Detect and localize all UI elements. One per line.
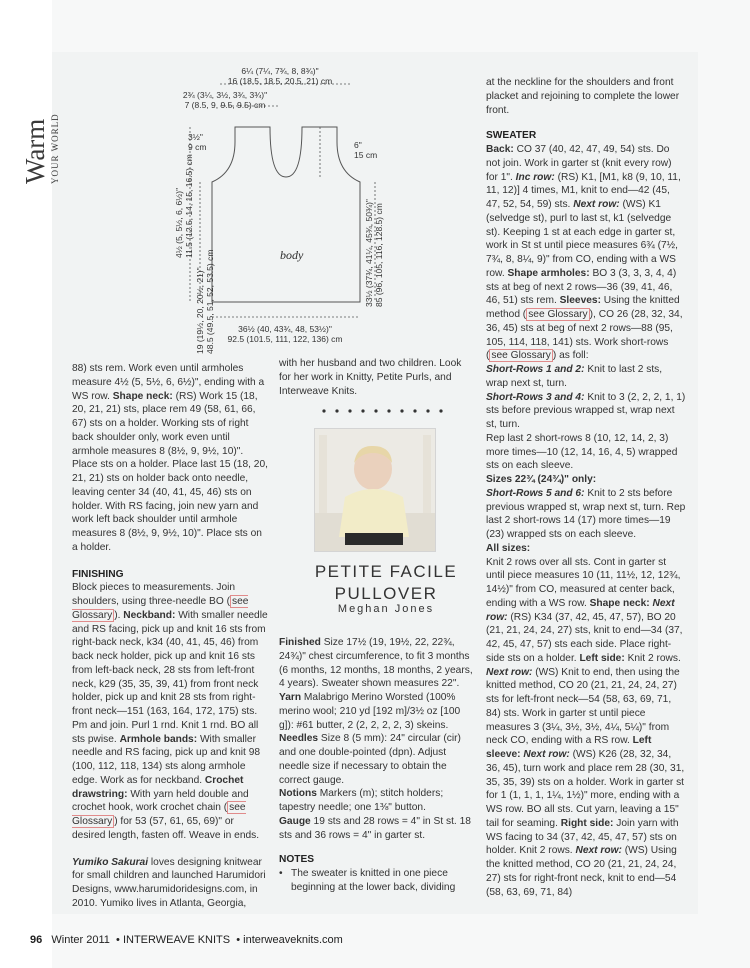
neck-depth-dimension: 6" 15 cm: [354, 140, 378, 160]
all-sizes-instructions: Knit 2 rows over all sts. Cont in garter st until piece measures 10 (11, 11½, 12, 12¾, 14½)" from CO, measured at center back, ending with a WS row. Shape neck: Next row: (RS) K34 (37, 42, 45, 47, 57), BO 20 (21, 21, 24, 24, 27) sts, knit to end—34 (37, 42, 45, 47, 57) sts each side. Place right-side sts on a holder. Left side: Knit 2 rows. Next row: (WS) Knit to end, then using the knitted method, CO 20 (21, 21, 24, 24, 27) sts for left-front neck—54 (58, 63, 69, 71, 84) sts. Work in garter st until piece measures 3 (3¼, 3½, 3½, 4¼, 5¼)" from neck CO, ending with a RS row. Left sleeve: Next row: (WS) K26 (28, 32, 34, 36, 45), turn work and place rem 28 (30, 31, 35, 35, 39) sts on a holder. Work in garter st for 1 (1, 1, 1, 1¼, 1½)" more, ending with a WS row. BO all sts. Cut yarn, leaving a 15" tail for seaming. Right side: Join yarn with WS facing to 34 (37, 42, 45, 47, 57) sts on holder. Knit 2 rows. Next row: (WS) Using the knitted method, CO 20 (21, 21, 24, 24, 27) sts for right-front neck, knit to end—54 (58, 63, 69, 71, 84): [486, 556, 685, 898]
website-link[interactable]: interweaveknits.com: [243, 934, 343, 946]
page-number: 96: [30, 934, 43, 946]
bio-continued: with her husband and two children. Look for her work in Knitty, Petite Purls, and Interweave Knits.: [279, 358, 462, 397]
pattern-photo: [314, 428, 436, 552]
armhole-dimension-cm: 11.5 (12.5, 14, 15, 16.5) cm: [184, 154, 194, 258]
magazine-name: INTERWEAVE KNITS: [122, 934, 231, 946]
back-instructions: Back: CO 37 (40, 42, 47, 49, 54) sts. Do not join. Work in garter st (knit every row) for 1". Inc row: (RS) K1, [M1, k8 (9, 10, 11, 11, 12)] 4 times, M1, knit to end—42 (45, 47, 52, 54, 59) sts. Next row: (WS) K1 (selvedge st), purl to last st, k1 (selvedge st). Keeping 1 st at each edge in garter st, work in St st until piece measures 6¾ (7½, 7¾, 8, 8¼, 9)" from CO, ending with a WS row. Shape armholes: BO 3 (3, 3, 3, 4, 4) sts at beg of next 2 rows—36 (39, 41, 46, 46, 51) sts rem. Sleeves: Using the knitted method ( see Glossary ), CO 26 (28, 32, 34, 36, 45) sts at beg of next 2 rows—88 (95, 105, 114, 118, 141) sts. Work short-rows ( see Glossary ) as foll:: [486, 144, 683, 362]
length-dimension: 19 (19½, 20, 20½, 21)": [195, 267, 205, 354]
column-1: [72, 362, 268, 911]
column-2: [279, 636, 475, 895]
note-item: • The sweater is knitted in one piece beginning at the lower back, dividing: [279, 868, 456, 893]
length-dimension-cm: 48.5 (49.5, 51, 52, 53.5) cm: [205, 249, 215, 354]
pattern-author: Meghan Jones: [337, 603, 435, 615]
glossary-link[interactable]: see Glossary: [72, 802, 246, 827]
pattern-title-line-2: PULLOVER: [334, 584, 438, 603]
side-dimension: 33½ (37¾, 41¼, 45¾, 50¾)": [364, 199, 374, 307]
brand-subtitle: YOUR WORLD: [50, 113, 60, 184]
column-3: [486, 76, 686, 899]
designer-bio: Yumiko Sakurai loves designing knitwear for small children and launched Harumidori Designs, www.harumidoridesigns.com, in 2010. Yumiko lives in Atlanta, Georgia,: [72, 856, 266, 909]
finishing-paragraph: Block pieces to measurements. Join shoulders, using three-needle BO ( see Glossary ). Neckband: With smaller needle and RS facing, pick up and knit 16 sts from right-back neck, k34 (40, 41, 45, 46) from back neck holder, pick up and knit 16 sts from left-back neck, 28 sts from left-front neck, k29 (35, 35, 39, 41) from front neck holder, pick up and knit 28 sts from right-front neck—151 (163, 164, 172, 175) sts. Pm and join. Purl 1 rnd. Knit 1 rnd. BO all sts pwise. Armhole bands: With smaller needle and RS facing, pick up and knit 98 (100, 112, 118, 134) sts along armhole edge. Work as for neckband. Crochet drawstring: With yarn held double and crochet hook, work crochet chain ( see Glossary ) for 53 (57, 61, 65, 69)" or desired length, fasten off. Weave in ends.: [72, 582, 268, 841]
armhole-dimension: 4½ (5, 5½, 6, 6½)": [174, 187, 184, 258]
shoulder-dimension: 2¾ (3¼, 3½, 3¾, 3¾)" 7 (8.5, 9, 9.5, 9.5) cm: [182, 90, 268, 110]
schematic-diagram: [150, 62, 400, 357]
glossary-link[interactable]: see Glossary: [72, 596, 249, 621]
top-dimension: 6¼ (7¼, 7¾, 8, 8¾)" 16 (18.5, 18.5, 20.5, 21) cm: [227, 66, 333, 86]
pattern-title: PETITE FACILE: [314, 562, 458, 581]
sizes-subheading: Sizes 22¾ (24¾)" only:: [486, 474, 597, 485]
brand-title: Warm: [20, 118, 50, 184]
all-sizes-subheading: All sizes:: [486, 542, 531, 554]
section-brand: [14, 96, 60, 186]
repeat-short-rows: Rep last 2 short-rows 8 (10, 12, 14, 2, 3) more times—10 (12, 14, 16, 4, 5) wrapped sts on each sleeve.: [486, 432, 678, 472]
glossary-link[interactable]: see Glossary: [528, 309, 588, 320]
sweater-heading: SWEATER: [486, 130, 537, 142]
yarn-spec: Yarn Malabrigo Merino Worsted (100% merino wool; 210 yd [192 m]/3½ oz [100 g]): #61 butter, 2 (2, 2, 2, 2, 3) skeins.: [279, 692, 461, 731]
back-neck-paragraph: 88) sts rem. Work even until armholes measure 4½ (5, 5½, 6, 6½)", ending with a WS row. Shape neck: (RS) Work 15 (18, 20, 21, 21) sts, place rem 49 (58, 61, 66, 67) sts on a holder. Working sts of right back shoulder only, work even until armhole measures 8 (8½, 9, 9½, 10)". Place sts on a holder. Place last 15 (18, 20, 21, 21) sts on holder back onto needle, leaving center 34 (40, 41, 45, 46) sts on holder. With RS facing, join new yarn and work left back shoulder until armhole measures 8 (8½, 9, 9½, 10)". Place sts on a holder.: [72, 363, 268, 553]
notions-spec: Notions Markers (m); stitch holders; tapestry needle; one 1⅜" button.: [279, 788, 444, 813]
glossary-link[interactable]: see Glossary: [491, 350, 551, 362]
dotted-divider: [320, 409, 450, 413]
bottom-dimension: 36½ (40, 43¾, 48, 53½)" 92.5 (101.5, 111, 122, 136) cm: [227, 324, 343, 344]
page-footer: 96 Winter 2011 • INTERWEAVE KNITS • interweaveknits.com: [30, 934, 343, 946]
short-rows-1-2: Short-Rows 1 and 2: Knit to last 2 sts, wrap next st, turn.: [486, 364, 663, 389]
short-rows-3-4: Short-Rows 3 and 4: Knit to 3 (2, 2, 2, 1, 1) sts before previous wrapped st, wrap next st, turn.: [486, 391, 686, 430]
issue-label: Winter 2011: [51, 934, 110, 946]
child-photo-illustration: [315, 429, 435, 551]
finished-size: Finished Size 17½ (19, 19½, 22, 22¾, 24¾)" chest circumference, to fit 3 months (6 months, 12 months, 18 months, 2 years, 4 years). Sweater shown measures 22".: [279, 637, 473, 690]
gauge-spec: Gauge 19 sts and 28 rows = 4" in St st. 18 sts and 36 rows = 4" in garter st.: [279, 815, 471, 841]
short-rows-5-6: Short-Rows 5 and 6: Knit to 2 sts before previous wrapped st, wrap next st, turn. Rep last 2 short-rows 14 (17) more times—19 (23) wrapped sts on each sleeve.: [486, 487, 686, 540]
schematic-body-label: body: [280, 248, 304, 262]
side-dimension-cm: 85 (96, 105, 116, 128.5) cm: [374, 203, 384, 307]
notes-heading: NOTES: [279, 854, 315, 866]
finishing-heading: FINISHING: [72, 568, 124, 580]
neck-dimension: 3½" 9 cm: [188, 132, 207, 152]
needles-spec: Needles Size 8 (5 mm): 24" circular (cir) and one double-pointed (dpn). Adjust needle size if necessary to obtain the correct gauge.: [279, 733, 461, 786]
notes-continued: at the neckline for the shoulders and front placket and rejoining to complete the lower front.: [486, 77, 680, 116]
